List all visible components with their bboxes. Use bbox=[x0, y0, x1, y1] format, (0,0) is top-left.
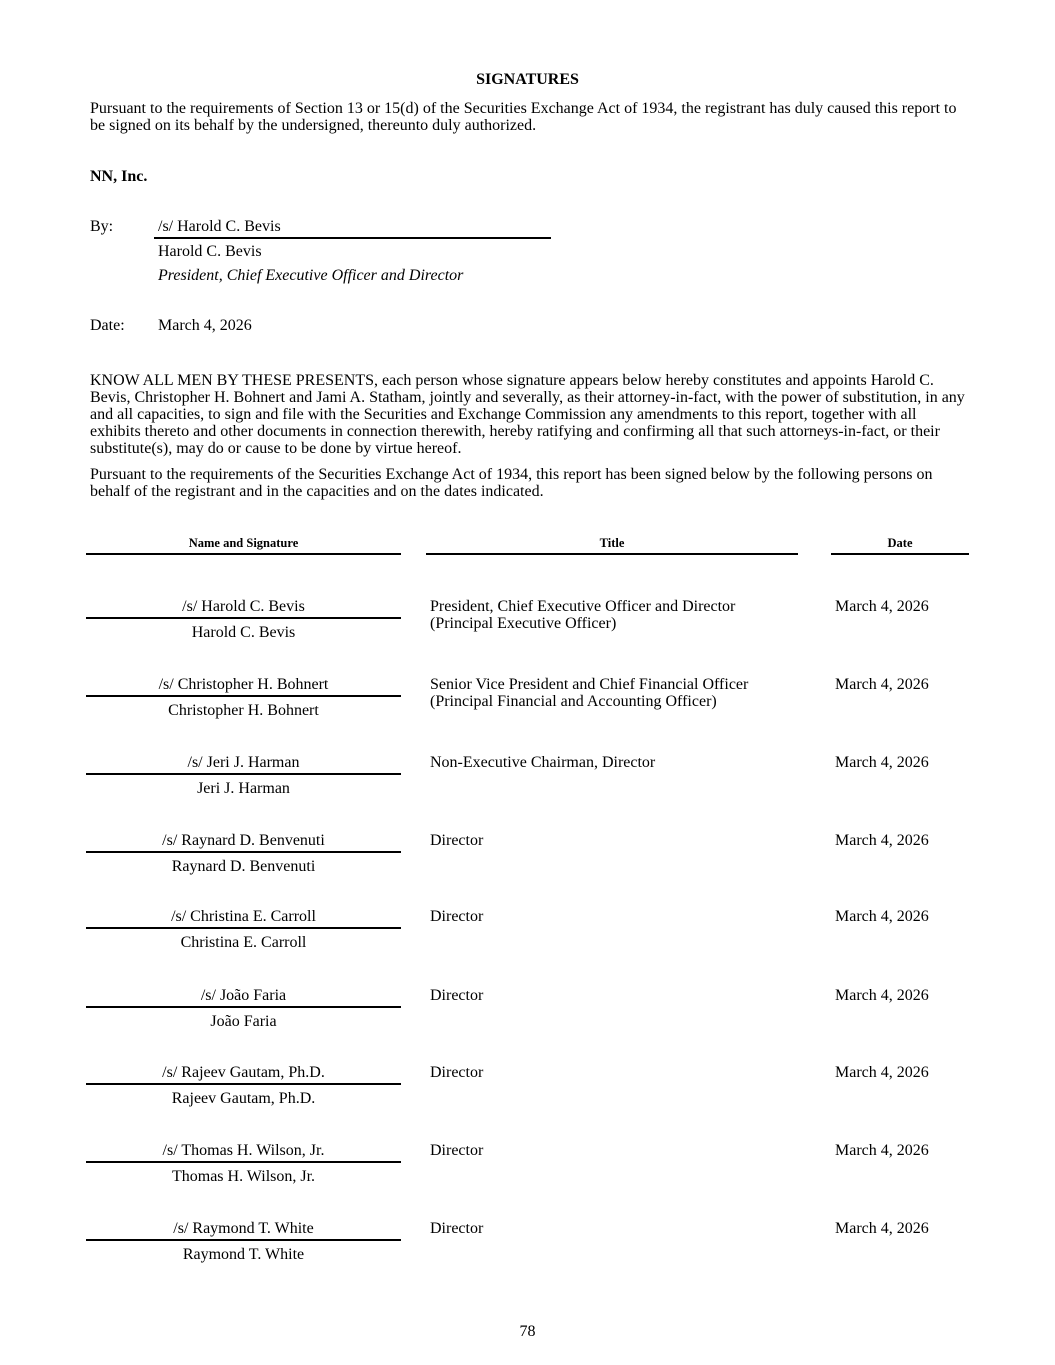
row-printed-name: Thomas H. Wilson, Jr. bbox=[171, 1168, 316, 1185]
by-signature-line bbox=[154, 237, 551, 239]
table-row bbox=[0, 1064, 1055, 1142]
row-title: Senior Vice President and Chief Financial Officer (Principal Financial and Accounting Officer) bbox=[430, 676, 749, 710]
row-title: Director bbox=[430, 1220, 484, 1237]
row-signature: /s/ Rajeev Gautam, Ph.D. bbox=[162, 1064, 325, 1081]
row-title: Director bbox=[430, 908, 484, 925]
row-signature-line bbox=[86, 927, 401, 929]
row-printed-name: Christopher H. Bohnert bbox=[168, 702, 319, 719]
page-number: 78 bbox=[519, 1323, 536, 1340]
table-row bbox=[0, 598, 1055, 676]
row-title: Non-Executive Chairman, Director bbox=[430, 754, 656, 771]
row-printed-name: João Faria bbox=[210, 1013, 277, 1030]
row-title: Director bbox=[430, 832, 484, 849]
row-date: March 4, 2026 bbox=[835, 754, 929, 771]
by-signer-name: Harold C. Bevis bbox=[158, 243, 262, 260]
column-header-title: Title bbox=[426, 536, 798, 555]
row-title: President, Chief Executive Officer and Director (Principal Executive Officer) bbox=[430, 598, 736, 632]
row-signature-line bbox=[86, 617, 401, 619]
row-signature-line bbox=[86, 1239, 401, 1241]
row-date: March 4, 2026 bbox=[835, 676, 929, 693]
table-row bbox=[0, 832, 1055, 910]
row-signature: /s/ Raynard D. Benvenuti bbox=[162, 832, 325, 849]
column-header-name: Name and Signature bbox=[86, 536, 401, 555]
row-signature: /s/ João Faria bbox=[200, 987, 287, 1004]
row-title: Director bbox=[430, 1142, 484, 1159]
row-title: Director bbox=[430, 1064, 484, 1081]
row-date: March 4, 2026 bbox=[835, 598, 929, 615]
table-row bbox=[0, 908, 1055, 986]
row-date: March 4, 2026 bbox=[835, 908, 929, 925]
row-signature: /s/ Jeri J. Harman bbox=[187, 754, 300, 771]
column-header-date: Date bbox=[831, 536, 969, 555]
date-value: March 4, 2026 bbox=[158, 317, 252, 334]
pursuant-paragraph: Pursuant to the requirements of the Securities Exchange Act of 1934, this report has been signed below by the following persons on behalf of the registrant and in the capacities and on the dates indicated. bbox=[90, 466, 933, 500]
row-signature-line bbox=[86, 1083, 401, 1085]
row-signature: /s/ Christina E. Carroll bbox=[171, 908, 316, 925]
by-signature: /s/ Harold C. Bevis bbox=[158, 218, 281, 235]
table-row bbox=[0, 754, 1055, 832]
row-signature-line bbox=[86, 1161, 401, 1163]
row-printed-name: Raynard D. Benvenuti bbox=[171, 858, 316, 875]
table-row bbox=[0, 676, 1055, 754]
row-date: March 4, 2026 bbox=[835, 987, 929, 1004]
row-printed-name: Harold C. Bevis bbox=[191, 624, 296, 641]
row-signature: /s/ Thomas H. Wilson, Jr. bbox=[162, 1142, 325, 1159]
row-printed-name: Rajeev Gautam, Ph.D. bbox=[171, 1090, 316, 1107]
page-heading: SIGNATURES bbox=[476, 71, 579, 88]
table-row bbox=[0, 987, 1055, 1065]
row-signature-line bbox=[86, 1006, 401, 1008]
row-signature: /s/ Harold C. Bevis bbox=[182, 598, 305, 615]
row-signature: /s/ Raymond T. White bbox=[173, 1220, 314, 1237]
row-printed-name: Raymond T. White bbox=[182, 1246, 305, 1263]
row-date: March 4, 2026 bbox=[835, 1220, 929, 1237]
row-title: Director bbox=[430, 987, 484, 1004]
by-label: By: bbox=[90, 218, 114, 235]
power-of-attorney-paragraph: KNOW ALL MEN BY THESE PRESENTS, each person whose signature appears below hereby constitutes and appoints Harold C. Bevis, Christopher H. Bohnert and Jami A. Statham, jointly and severally, as their attorney-in-fact, with the power of substitution, in any and all capacities, to sign and file with the Securities and Exchange Commission any amendments to this report, together with all exhibits thereto and other documents in connection therewith, hereby ratifying and confirming all that such attorneys-in-fact, or their substitute(s), may do or cause to be done by virtue hereof. bbox=[90, 372, 965, 457]
table-row bbox=[0, 1220, 1055, 1298]
date-label: Date: bbox=[90, 317, 125, 334]
table-row bbox=[0, 1142, 1055, 1220]
row-date: March 4, 2026 bbox=[835, 1142, 929, 1159]
row-printed-name: Jeri J. Harman bbox=[197, 780, 290, 797]
row-signature-line bbox=[86, 773, 401, 775]
row-printed-name: Christina E. Carroll bbox=[180, 934, 307, 951]
row-date: March 4, 2026 bbox=[835, 1064, 929, 1081]
row-signature-line bbox=[86, 695, 401, 697]
intro-paragraph: Pursuant to the requirements of Section 13 or 15(d) of the Securities Exchange Act of 1934, the registrant has duly caused this report to be signed on its behalf by the undersigned, thereunto duly authorized. bbox=[90, 100, 957, 134]
row-signature-line bbox=[86, 851, 401, 853]
row-date: March 4, 2026 bbox=[835, 832, 929, 849]
company-name: NN, Inc. bbox=[90, 168, 148, 185]
by-signer-title: President, Chief Executive Officer and Director bbox=[158, 267, 464, 284]
row-signature: /s/ Christopher H. Bohnert bbox=[158, 676, 329, 693]
